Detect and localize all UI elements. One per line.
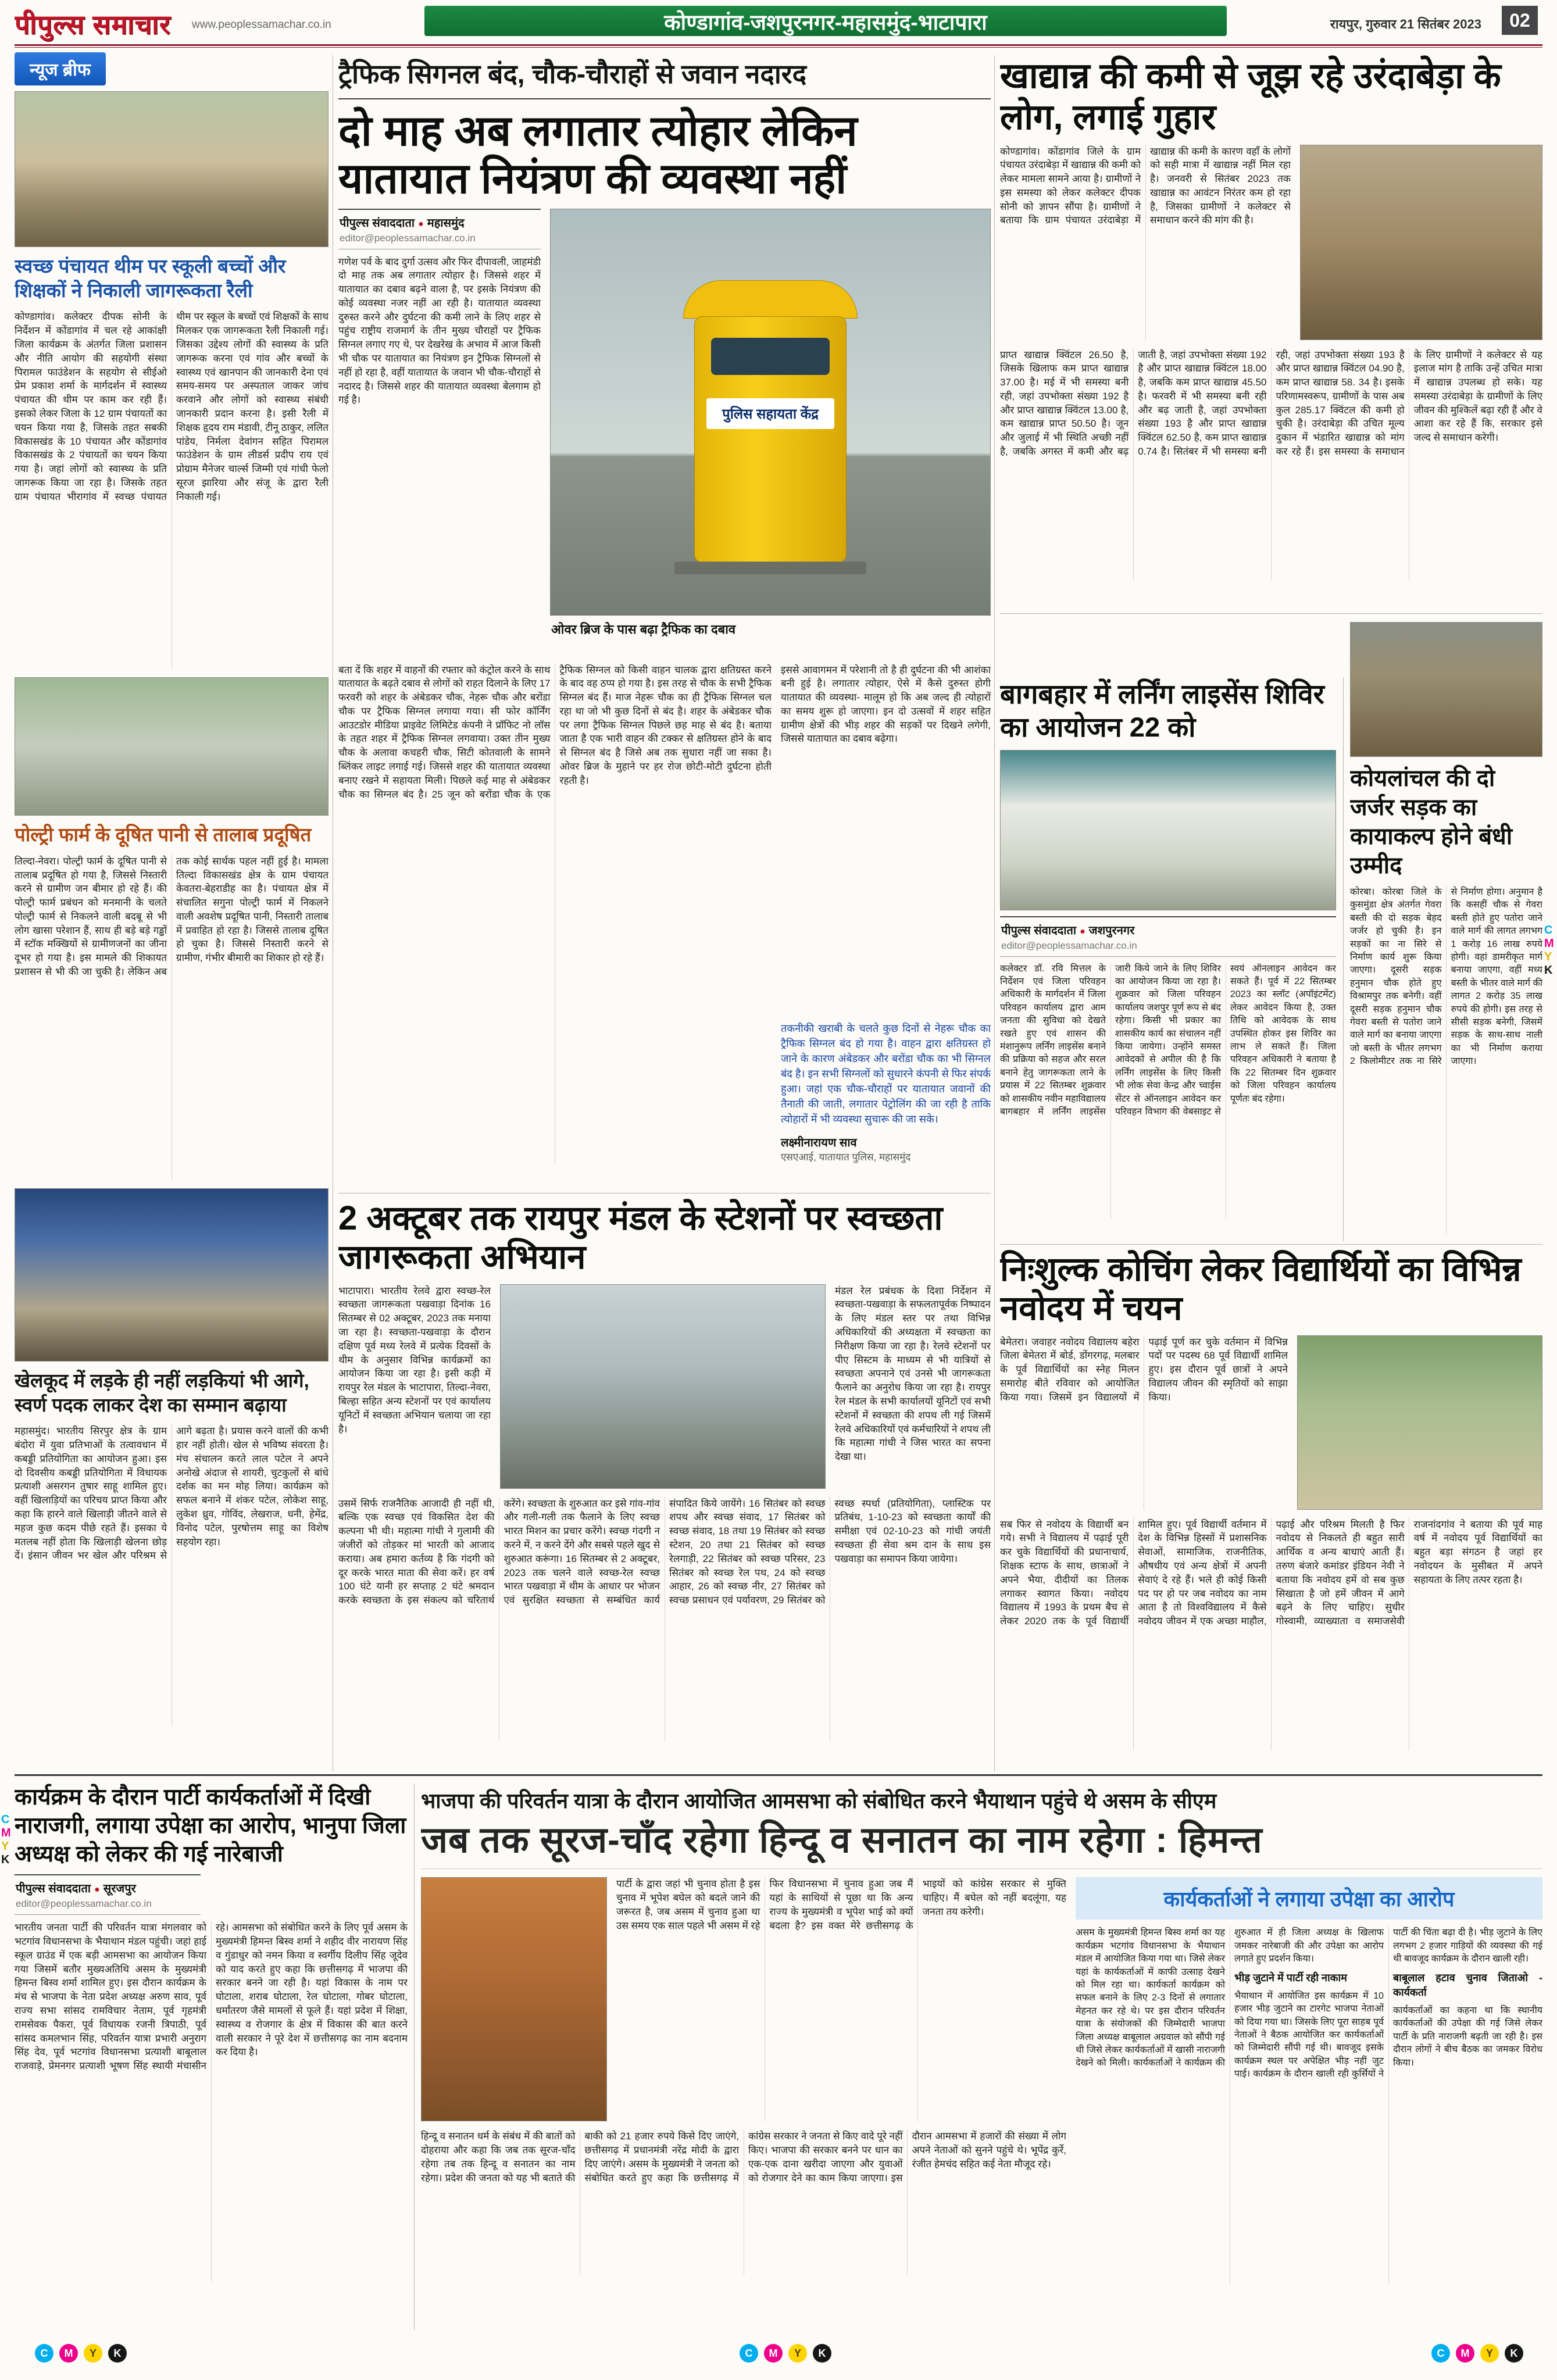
brief-headline-2: पोल्ट्री फार्म के दूषित पानी से तालाब प्रदूषित [15,824,312,846]
cyan-mark-icon: C [1431,2344,1450,2363]
cmyk-marks-left [35,2344,127,2363]
himanta-article [421,1877,1066,2284]
poultry-pond-photo [15,677,328,816]
traffic-official-quote: तकनीकी खराबी के चलते कुछ दिनों से नेहरू चौक का ट्रैफिक सिग्नल बंद हो गया है। वाहन द्वारा क्षतिग्रस्त हो जाने के कारण अंबेडकर और बरोंडा चौक का भी सिग्नल बंद है। इन सभी सिग्नलों को सुधारने कंपनी से फिर संपर्क हुआ। जहां एक चौक-चौराहों पर यातायात जवानों की तैनाती की जाती, लगातार पेट्रोलिंग की जा रही है ताकि त्योहारों में भी व्यवस्था सुचारू की जा सके। [781,1022,991,1125]
magenta-mark-icon: M [59,2344,78,2363]
yellow-letter: Y [1,1840,9,1853]
magenta-letter: M [1,1827,11,1839]
railway-body-left: भाटापारा। भारतीय रेलवे द्वारा स्वच्छ-रेल स्वच्छता जागरूकता पखवाड़ा दिनांक 16 सितम्बर से 02 अक्टूबर, 2023 तक मनाया जा रहा है। स्वच्छता-पखवाड़ा के दौरान दक्षिण पूर्व मध्य रेलवे में प्रत्येक दिवसों के थीम के अनुसार विभिन्न कार्यक्रमों का आयोजन किया जा रहा है। इसी कड़ी में रायपुर रेल मंडल के भाटापारा, तिल्दा-नेवरा, बिल्हा सहित अन्य स्टेशनों पर एवं कार्यालय यूनिटों में स्वच्छता अभियान चलाया जा रहा है। [338,1285,491,1435]
black-letter: K [1544,964,1553,977]
black-letter: K [1,1853,10,1866]
villagers-photo [1300,145,1542,340]
byline-agency: पीपुल्स संवाददाता [1001,924,1077,937]
byline-separator-icon: ● [1080,926,1085,937]
booth-dome-shape [683,280,858,319]
neglect-body [1076,1927,1542,2284]
edition-banner: कोण्डागांव-जशपुरनगर-महासमुंद-भाटापारा [424,6,1227,36]
black-mark-icon: K [813,2344,831,2363]
grain-article [1000,55,1542,609]
traffic-kicker: ट्रैफिक सिगनल बंद, चौक-चौराहों से जवान नदारद [338,55,991,99]
section-divider [1000,1244,1542,1245]
railway-article [338,1199,991,1771]
magenta-mark-icon: M [1456,2344,1474,2363]
neglect-headline: कार्यकर्ताओं ने लगाया उपेक्षा का आरोप [1076,1877,1542,1920]
quote-author-title: एसएआई, यातायात पुलिस, महासमुंद [781,1151,911,1163]
road-headline: कोयलांचल की दो जर्जर सड़क का कायाकल्प होने बंधी उम्मीद [1350,766,1513,878]
protest-article [15,1784,408,2333]
booth-base-shape [674,562,866,574]
bottom-band-rule [15,1774,1542,1776]
byline-separator-icon: ● [418,219,424,229]
traffic-note-box [781,1021,991,1163]
byline-agency: पीपुल्स संवाददाता [340,216,415,230]
neglect-box [1076,1877,1542,2284]
cmyk-edge-left [1,1814,11,1866]
police-booth-photo [550,209,991,616]
yellow-mark-icon: Y [1480,2344,1499,2363]
grain-headline: खाद्यान्न की कमी से जूझ रहे उरंदाबेड़ा के लोग, लगाई गुहार [1000,56,1501,137]
navodaya-body: सब फिर से नवोदय के विद्यार्थी बन गये। सभी ने विद्यालय में पढ़ाई पूरी कर चुके विद्यार्थियों की प्रधानाचार्य, शिक्षक स्टाफ के साथ, छात्राओं ने अपने भैया, दीदीयों का तिलक लगाकर स्वागत किया। नवोदय विद्यालय में 1993 के प्रथम बैच से लेकर 2020 तक के पूर्व विद्यार्थी शामिल हुए। पूर्व विद्यार्थी वर्तमान में देश के विभिन्न हिस्सों में प्रशासनिक सेवाओं, सामाजिक, राजनीतिक, औषधीय एवं अन्य क्षेत्रों में अपनी सेवाएं दे रहे हैं। भले ही कोई किसी पद पर हो पर जब नवोदय का नाम आता है तो विश्वविद्यालय में कैसे नवोदय जीवन में एक अच्छा माहौल, पढ़ाई और परिश्रम मिलती है फिर नवोदय से निकलते ही बहुत सारी आर्थिक व अन्य बाधाएं आती हैं। तरुण बंजारे कमांडर इंडियन नेवी ने बताया कि नवोदय हमें वो सब कुछ सिखाता है जो हमें जीवन में आगे बढ़ने के लिए चाहिए। सुधीर गोस्वामी, व्याख्याता व समाजसेवी राजनांदगांव ने बताया की पूर्व माह वर्ष में नवोदय पूर्व विद्यार्थियों का बहुत बड़ा संगठन है जहां हर नवोदयन के मुसीबत में अपने सहायता के लिए तत्पर रहता है। [1000,1518,1542,1627]
byline-agency: पीपुल्स संवाददाता [16,1882,91,1896]
byline-location: महासमुंद [427,216,465,230]
brief-headline-3: खेलकूद में लड़के ही नहीं लड़कियां भी आगे, स्वर्ण पदक लाकर देश का सम्मान बढ़ाया [15,1369,309,1416]
license-headline: बागबहार में लर्निंग लाइसेंस शिविर का आयोजन 22 को [1000,678,1324,743]
masthead-rule [15,44,1542,48]
brief-body-1: कोण्डागांव। कलेक्टर दीपक सोनी के निर्देशन में कोंडागांव में चल रहे आकांक्षी जिला कार्यक्रम के अंतर्गत जिला प्रशासन और नीति आयोग की सहयोगी संस्था पिरामल फाउंडेशन के सहयोग से सीईओ प्रेम प्रकाश शर्मा के मार्गदर्शन में स्वास्थ्य पंचायत की थीम पर काम कर रही हैं। इसको लेकर जिला के 12 ग्राम पंचायतों का चयन किया गया है, जिसके तहत सबकी विकासखंड के 10 पंचायत और कोंडागांव विकासखंड के 2 पंचायतों का चयन किया गया है। जहां लोगों को स्वास्थ्य के प्रति जागरूक किया जा रहा है। जिसके तहत ग्राम पंचायत भीरागांव में स्वच्छ पंचायत थीम पर स्कूल के बच्चों एवं शिक्षकों के साथ मिलकर एक जागरूकता रैली निकाली गई। जिसका उद्देश्य लोगों की स्वास्थ्य के प्रति जागरूक करना एवं गांव और बच्चों के स्वास्थ्य एवं खानपान की जानकारी देना एवं समय-समय पर अस्पताल जाकर जांच करवाने और लोगों को स्वास्थ्य संबंधी जानकारी प्रदान करना है। इसी रैली में शिक्षक हृदय राम मंडावी, टीनू ठाकुर, ललित पांडेय, निर्मला देवांगन सहित पिरामल फाउंडेशन के ग्राम लीडर्स प्रदीप राय एवं प्रोग्राम मैनेजर चार्ल्स जिम्मी एवं गांधी फेलो सूरज झारिया और संजू के द्वारा रैली निकाली गई। [15,311,328,502]
traffic-body-more: बता दें कि शहर में वाहनों की रफ्तार को कंट्रोल करने के साथ यातायात के बढ़ते दबाव से लोगों को राहत दिलाने के लिए 17 फरवरी को शहर के अंबेडकर चौक, नेहरू चौक और बरोंडा चौक पर ट्रैफिक सिग्नल लगाया गया। सी फोर कॉर्निंग आउटडोर मीडिया प्राइवेट लिमिटेड कंपनी ने प्रॉफिट नो लॉस के तहत शहर में ट्रैफिक सिग्नल लगवाया। उक्त तीन मुख्य चौक के अलावा कचहरी चौक, सिटी कोतवाली के सामने ब्लिंकर लाइट लगाई गई। जिससे शहर की यातायात व्यवस्था बनाए रखने में सहायता मिली। पिछले कई माह से अंबेडकर चौक का सिग्नल बंद है। 25 जून को बरोंडा चौक के एक ट्रैफिक सिग्नल को किसी वाहन चालक द्वारा क्षतिग्रस्त करने के बाद वह ठप्प हो गया है। इस तरह से चौक के सभी ट्रैफिक सिग्नल बंद हैं। माज नेहरू चौक का ही ट्रैफिक सिग्नल चल रहा था जो भी कुछ दिनों से बंद है। शहर के अंबेडकर चौक पर लगा ट्रैफिक सिग्नल पिछले छह माह से बंद है। बताया जाता है एक भारी वाहन की टक्कर से क्षतिग्रस्त होने के बाद से सिग्नल बंद है जिसे अब तक सुधारा नहीं जा सका है। ओवर ब्रिज के मुहाने पर हर रोज छोटी-मोटी दुर्घटना होती रहती है। [338,664,772,800]
himanta-region [421,1784,1542,2333]
cmyk-edge-right [1544,924,1554,977]
himanta-kicker: भाजपा की परिवर्तन यात्रा के दौरान आयोजित आमसभा को संबोधित करने भैयाथान पहुंचे थे असम के सीएम [421,1789,1217,1813]
byline-separator-icon: ● [94,1885,100,1895]
protest-body: भारतीय जनता पार्टी की परिवर्तन यात्रा मंगलवार को भटगांव विधानसभा के भैयाथान मंडल पहुंची। जहां हाई स्कूल ग्राउंड में एक बड़ी आमसभा का आयोजन किया गया जिसमें बतौर मुख्यअतिथि असम के मुख्यमंत्री हिमन्त बिस्व शर्मा शामिल हुए। इस दौरान कार्यक्रम के मंच से भाजपा के नेता प्रदेश अध्यक्ष अरुण साव, पूर्व राज्य सभा सांसद रामविचार नेताम, पूर्व गृहमंत्री रामसेवक पैकरा, पूर्व विधायक रजनी त्रिपाठी, पूर्व सांसद कमलभान सिंह, परिवर्तन यात्रा प्रभारी अनुराग सिंह देव, पूर्व भटगांव विधानसभा प्रत्याशी बाबूलाल राजवाड़े, प्रेमनगर प्रत्याशी भूषण सिंह स्थायी मंचासीन रहे। आमसभा को संबोधित करने के लिए पूर्व असम के मुख्यमंत्री हिमन्त बिस्व शर्मा ने शहीद वीर नारायण सिंह व गुंडाधुर को नमन किया व स्वर्गीय दिलीप सिंह जूदेव को याद करते हुए कहा कि छत्तीसगढ़ में भाजपा की सरकार बनने जा रही है। यहां विकास के नाम पर घोटाला, शराब घोटाला, रेल घोटाला, गोबर घोटाला, धर्मांतरण जैसे मामलों से फूले हैं। यहां प्रदेश में शिक्षा, स्वास्थ्य व रोजगार के क्षेत्र में विकास की बात करने वाली सरकार ने पूरे देश में छत्तीसगढ़ का नाम बदनाम कर दिया है। [15,1922,408,2072]
traffic-headline: दो माह अब लगातार त्योहार लेकिन यातायात नियंत्रण की व्यवस्था नहीं [338,108,858,202]
yellow-letter: Y [1544,950,1552,963]
cyan-mark-icon: C [35,2344,53,2363]
station-group-photo [500,1284,826,1489]
neglect-part-3: कार्यकर्ताओं का कहना था कि स्थानीय कार्यकर्ताओं की उपेक्षा की गई जिसे लेकर पार्टी के प्रति नाराजगी बढ़ती जा रही है। इस दौरान लोगों ने बीच बैठक का जमकर विरोध किया। [1393,2005,1542,2068]
alumni-group-photo [1297,1335,1542,1510]
booth-body-shape [694,316,847,563]
road-body: कोरबा। कोरबा जिले के कुसमुंडा क्षेत्र अंतर्गत गेवरा बस्ती की दो सड़क बेहद जर्जर हो चुकी है। इन सड़कों का ना सिरे से निर्माण कार्य शुरू किया जाएगा। दूसरी सड़क हनुमान चौक होते हुए विश्रामपुर तक बनेगी। वहीं दूसरी सड़क हनुमान चौक गेवरा बस्ती से पतोरा जाने वाले मार्ग का बनाया जाएगा जो बस्ती के भीतर लगभग 2 किलोमीटर तक ना सिरे से निर्माण होगा। अनुमान है कि कसहीं चौक से गेवरा बस्ती होते हुए पतोरा जाने वाले मार्ग की लागत लगभग 1 करोड़ 16 लाख रुपये होगी। वहां डामरीकृत मार्ग बनाया जाएगा, वहीं मध्य बस्ती के भीतर वाले मार्ग की लागत 2 करोड़ 35 लाख रुपये की होगी। इस तरह से सीसी सड़क बनेगी, जिसमें सड़क के साथ-साथ नाली का भी निर्माण कराया जाएगा। [1350,887,1542,1067]
grain-stats: प्राप्त खाद्यान्न क्विंटल 26.50 है, जिसके खिलाफ कम प्राप्त खाद्यान्न 37.00 है। मई में भी समस्या बनी रही, जहां उपभोक्ता संख्या 192 है और प्राप्त खाद्यान्न क्विंटल 13.00 है, कम खाद्यान्न प्राप्त 50.50 है। जून और जुलाई में भी स्थिति अच्छी नहीं है, जबकि अगस्त में कमी और बढ़ जाती है, जहां उपभोक्ता संख्या 192 है और प्राप्त खाद्यान्न क्विंटल 18.00 है, जबकि कम प्राप्त खाद्यान्न 45.50 है। फरवरी में भी समस्या बनी रही और बढ़ जाती है, जहां उपभोक्ता संख्या 193 है और प्राप्त खाद्यान्न क्विंटल 62.50 है, कम प्राप्त खाद्यान्न 0.74 है। सितंबर में भी समस्या बनी रही, जहां उपभोक्ता संख्या 193 है और प्राप्त खाद्यान्न क्विंटल 04.90 है, कम प्राप्त खाद्यान्न 58. 34 है। इसके परिणामस्वरूप, ग्रामीणों के पास अब कुल 285.17 क्विंटल की कमी हो चुकी है। उरंदाबेड़ा की उचित मूल्य दुकान में भंडारित खाद्यान्न को मांग कर रहे हैं। इस समस्या के समाधान के लिए ग्रामीणों ने कलेक्टर से यह इलाज मांग है ताकि उन्हें उचित मात्रा में खाद्यान्न उपलब्ध हो सके। यह समस्या उरंदाबेड़ा के ग्रामीणों के लिए जीवन की मुश्किलें बढ़ा रही हैं और वे आशा कर रहे हैं कि, सरकार इसे जल्द से समाधान करेगी। [1000,349,1542,458]
column-divider [414,1784,415,2330]
byline-email: editor@peoplessamachar.co.in [16,1898,152,1910]
traffic-intro: गणेश पर्व के बाद दुर्गा उत्सव और फिर दीपावली, जाहमंडी दो माह तक अब लगातार त्योहार है। जिससे शहर में यातायात का दबाव बढ़ने वाला है, पर इसके नियंत्रण की कोई व्यवस्था नजर नहीं आ रही है। यातायात व्यवस्था दुरुस्त करने और दुर्घटना की कमी लाने के लिए शहर से पहुंच राष्ट्रीय राजमार्ग के तीन मुख्य चौराहों पर ट्रैफिक सिग्नल लगाए गए थे, पर देखरेख के अभाव में आज किसी भी चौक पर यातायात का नियंत्रण इन ट्रैफिक सिग्नलों से नहीं हो रहा है, वहीं यातायात के जवान भी चौक-चौराहों से नदारद है। जिससे शहर की यातायात व्यवस्था बेलगाम हो गई है। [338,256,541,406]
protest-byline [15,1874,201,1915]
neglect-part-2: भैयाथान में आयोजित इस कार्यक्रम में 10 हजार भीड़ जुटाने का टारगेट भाजपा नेताओं को दिया गया था। जिसके लिए पूरा साहब पूर्व नेताओं ने बैठक आयोजित कर कार्यकर्ताओं को जिम्मेदारी सौंपी गई थी। बावजूद इसके कार्यक्रम स्थल पर अपेक्षित भीड़ नहीं जुट पाई। कार्यक्रम के दौरान खाली रही कुर्सियों ने पार्टी की चिंता बढ़ा दी है। भीड़ जुटाने के लिए लगभग 2 हजार गाड़ियों की व्यवस्था की गई थी बावजूद कार्यक्रम के दौरान खाली रही। [1234,1928,1542,2079]
grain-lead: कोण्डागांव। कोंडागांव जिले के ग्राम पंचायत उरंदाबेड़ा में खाद्यान्न की कमी को लेकर मामला सामने आया है। ग्रामीणों ने इस समस्या को लेकर कलेक्टर दीपक सोनी को ज्ञापन सौंपा है। ग्रामीणों ने बताया कि ग्राम पंचायत उरंदाबेड़ा में खाद्यान्न की कमी के कारण वहाँ के लोगों को सही मात्रा में खाद्यान्न नहीं मिल रहा है। जनवरी से सितंबर 2023 तक खाद्यान्न का आवंटन निरंतर कम हो रहा है, जिसका ग्रामीणों ने कलेक्टर से समाधान करने की मांग की है। [1000,145,1291,226]
traffic-body-side: इससे आवागमन में परेशानी तो है ही दुर्घटना की भी आशंका बनी हुई है। लगातार त्योहार, ऐसे में कैसे दुरुस्त होगी यातायात की व्यवस्था- मालूम हो कि अब जल्द ही त्योहारों का समय शुरू हो जाएगा। इन दो उत्सवों में शहर सहित ग्रामीण क्षेत्रों की भीड़ शहर की सड़कों पर दिखने लगेगी, जिससे यातायात का दबाव बढ़ेगा। [781,664,991,745]
dateline: रायपुर, गुरुवार 21 सितंबर 2023 [1330,17,1481,31]
cyan-letter: C [1544,924,1553,937]
byline-location: सूरजपुर [103,1882,136,1896]
road-article [1350,622,1542,1241]
license-byline [1000,916,1336,957]
byline-email: editor@peoplessamachar.co.in [340,232,476,244]
newspaper-logo: पीपुल्स समाचार [15,9,171,40]
traffic-photo-caption: ओवर ब्रिज के पास बढ़ा ट्रैफिक का दबाव [551,621,736,637]
cyan-mark-icon: C [740,2344,758,2363]
byline-email: editor@peoplessamachar.co.in [1001,939,1137,951]
brief-headline-1: स्वच्छ पंचायत थीम पर स्कूली बच्चों और शिक्षकों ने निकाली जागरूकता रैली [15,255,286,302]
traffic-byline [338,209,541,249]
column-divider [1343,677,1344,1241]
license-article [1000,677,1336,1241]
himanta-headline: जब तक सूरज-चाँद रहेगा हिन्दू व सनातन का नाम रहेगा : हिमन्त [421,1820,1542,1869]
traffic-article [338,55,991,1189]
rally-photo [15,91,328,247]
license-camp-photo [1000,750,1336,910]
column-divider [994,55,995,1771]
cmyk-marks-center [740,2344,831,2363]
navodaya-article [1000,1250,1542,1771]
black-mark-icon: K [1505,2344,1523,2363]
neglect-subhead-2: बाबूलाल हटाव चुनाव जिताओ - कार्यकर्ता [1393,1971,1542,1998]
website-url: www.peoplessamachar.co.in [192,19,331,31]
brief-body-3: महासमुंद। भारतीय सिरपुर क्षेत्र के ग्राम बंदोरा में युवा प्रतिभाओं के तत्वावधान में कबड्डी प्रतियोगिता का आयोजन हुआ। इस दो दिवसीय कबड्डी प्रतियोगिता में विधायक प्रत्याशी असरगन तुषार साहू शामिल हुए। वहीं खिलाड़ियों का परिचय प्राप्त किया और कहा कि हारने वाले खिलाड़ी जीतने वाले से महज कुछ कदम पीछे रहते हैं। इसका ये मतलब नहीं होता कि खिलाड़ी खेलना छोड़ दें। इंसान जीवन भर खेल और परिश्रम से आगे बढ़ता है। प्रयास करने वालों की कभी हार नहीं होती। खेल से भविष्य संवरता है। मंच संचालन करते लाल पटेल ने अपने अनोखे अंदाज से शायरी, चुटकुलों से बांधे दर्शक का मन मोह लिया। कार्यक्रम को सफल बनाने में शंकर पटेल, लोकेश साहू, लुकेश ध्रुव, गोविंद, लेखराज, धनी, हेमेंद्र, विनोद पटेल, पुरषोत्तम साहू का विशेष सहयोग रहा। [15,1425,328,1561]
magenta-letter: M [1544,937,1554,950]
cmyk-marks-right [1431,2344,1523,2363]
masthead [15,5,1542,43]
crowd-flags-photo [421,1877,607,2121]
page-number: 02 [1502,6,1538,35]
brief-body-2: तिल्दा-नेवरा। पोल्ट्री फार्म के दूषित पानी से तालाब प्रदूषित हो गया है, जिससे निस्तारी करने से ग्रामीण जन बीमार हो रहे हैं। की पोल्ट्री फार्म प्रबंधन को मनमानी के चलते पोल्ट्री फार्म से निकलने वाली बदबू से भी लोग खासा परेशान हैं, साथ ही बड़े बड़े गड्ढों में स्टॉक मक्खियों से ग्रामीणजनों का जीना दूभर हो गया है। इस मामले की शिकायत प्रशासन से भी की जा चुकी है। लेकिन अब तक कोई सार्थक पहल नहीं हुई है। मामला तिल्दा विकासखंड क्षेत्र के ग्राम पंचायत केवतरा-बेहराडीह का है। पंचायत क्षेत्र में संचालित सगुना पोल्ट्री फार्म में निकलने वाली अवशेष प्रदूषित पानी, निस्तारी तालाब में प्रवाहित हो रहा है। जिससे तालाब दूषित हो चुका है। जिससे निस्तारी करने से ग्रामीण, गंभीर बीमारी का शिकार हो रहे हैं। [15,855,328,978]
news-brief-label: न्यूज ब्रीफ [15,52,106,85]
damaged-road-photo [1350,622,1542,757]
news-brief-column [15,52,328,1772]
yellow-mark-icon: Y [788,2344,807,2363]
booth-signboard: पुलिस सहायता केंद्र [706,398,834,429]
quote-author: लक्ष्मीनारायण साव [781,1136,857,1149]
protest-headline: कार्यक्रम के दौरान पार्टी कार्यकर्ताओं में दिखी नाराजगी, लगाया उपेक्षा का आरोप, भानुपा जिला अध्यक्ष को लेकर की गई नारेबाजी [15,1785,406,1867]
section-divider [1000,613,1542,614]
neglect-subhead-1: भीड़ जुटाने में पार्टी रही नाकाम [1234,1971,1347,1984]
yellow-mark-icon: Y [84,2344,102,2363]
navodaya-headline: निःशुल्क कोचिंग लेकर विद्यार्थियों का विभिन्न नवोदय में चयन [1000,1250,1522,1328]
sports-event-photo [15,1188,328,1361]
black-mark-icon: K [108,2344,127,2363]
himanta-body-1: पार्टी के द्वारा जहां भी चुनाव होता है इस चुनाव में भूपेश बघेल को बदले जाने की जरूरत है, जब असम में चुनाव हुआ था उस समय एक साल पहले भी असम में रहे फिर विधानसभा में चुनाव हुआ जब मैं यहां के साथियों से पूछा था कि अन्य राज्य के मुख्यमंत्री व भूपेश भाई को क्यों बदला है? इस वक्त मेरे छत्तीसगढ़ के भाइयों को कांग्रेस सरकार से मुक्ति चाहिए। मैं बघेल को नहीं बदलूंगा, यह जनता तय करेगी। [616,1878,1066,1931]
navodaya-lead: बेमेतरा। जवाहर नवोदय विद्यालय बहेरा जिला बेमेतरा में बोर्ड, डोंगरगढ़, मलबार के पूर्व विद्यार्थियों का स्नेह मिलन समारोह बीते रविवार को आयोजित किया गया। जिसमें इन विद्यालयों में पढ़ाई पूर्ण कर चुके वर्तमान में विभिन्न पदों पर पदस्थ 68 पूर्व विद्यार्थी शामिल हुए। इस दौरान पूर्व छात्रों ने अपने विद्यालय जीवन की स्मृतियों को साझा किया। [1000,1336,1288,1403]
himanta-body-2: हिन्दू व सनातन धर्म के संबंध में की बातों को दोहराया और कहा कि जब तक सूरज-चाँद रहेगा तब तक हिन्दू व सनातन का नाम रहेगा। प्रदेश की जनता को यह भी बताते की बाकी को 21 हजार रुपये किसे दिए जाएंगे, छत्तीसगढ़ में प्रधानमंत्री नरेंद्र मोदी के द्वारा दिए जाएंगे। असम के मुख्यमंत्री ने जनता को संबोधित करते हुए कहा कि छत्तीसगढ़ में कांग्रेस सरकार ने जनता से किए वादे पूरे नहीं किए। भाजपा की सरकार बनने पर धान का एक-एक दाना खरीदा जाएगा और युवाओं को रोजगार देने का काम किया जाएगा। इस दौरान आमसभा में हजारों की संख्या में लोग अपने नेताओं को सुनने पहुंचे थे। भूपेंद्र कुर्रे, रंजीत हेमचंद सहित कई नेता मौजूद रहे। [421,2131,1066,2184]
license-body: कलेक्टर डॉ. रवि मित्तल के निर्देशन एवं जिला परिवहन अधिकारी के मार्गदर्शन में जिला परिवहन कार्यालय द्वारा आम जनता की सुविधा को देखते रखते हुए एवं शासन की मंशानुरूप लर्निंग लाइसेंस बनाने की प्रक्रिया को सहज और सरल बनाने हेतु जागरूकता लाने के प्रयास में 22 सितम्बर शुक्रवार को शासकीय नवीन महाविद्यालय बागबहार में लर्निंग लाइसेंस जारी किये जाने के लिए शिविर का आयोजन किया जा रहा है। शुक्रवार को जिला परिवहन कार्यालय जशपुर पूर्ण रूप से बंद रहेगा। किसी भी प्रकार का शासकीय कार्य का संचालन नहीं किया जायेगा। उन्होंने समस्त आवेदकों से अपील की है कि लर्निंग लाइसेंस के लिए किसी भी लोक सेवा केन्द्र और च्वाईस सेंटर से ऑनलाइन आवेदन कर परिवहन विभाग की वेबसाइट से स्वयं ऑनलाइन आवेदन कर सकते हैं। पूर्व में 22 सितम्बर 2023 का स्लॉट (अपॉइंटमेंट) लेकर आवेदन किया है, उक्त तिथि को आवेदक के साथ उपस्थित होकर इस शिविर का लाभ ले सकते हैं। जिला परिवहन अधिकारी ने बताया है कि 22 सितम्बर दिन शुक्रवार को जिला परिवहन कार्यालय पूर्णतः बंद रहेगा। [1000,963,1336,1117]
byline-location: जशपुरनगर [1088,924,1135,937]
magenta-mark-icon: M [764,2344,783,2363]
booth-window-shape [711,338,830,375]
railway-headline: 2 अक्टूबर तक रायपुर मंडल के स्टेशनों पर स्वच्छता जागरूकता अभियान [338,1199,943,1277]
railway-body-bottom: उसमें सिर्फ राजनैतिक आजादी ही नहीं थी, बल्कि एक स्वच्छ एवं विकसित देश की कल्पना भी थी। महात्मा गांधी ने गुलामी की जंजीरों को तोड़कर मां भारती को आजाद कराया। अब हमारा कर्तव्य है कि गंदगी को दूर करके भारत माता की सेवा करें। हर वर्ष 100 घंटे यानी हर सप्ताह 2 घंटे श्रमदान करके स्वच्छता के इस संकल्प को चरितार्थ करेंगे। स्वच्छता के शुरुआत कर इसे गांव-गांव और गली-गली तक फैलाने के लिए स्वच्छ भारत मिशन का प्रचार करेंगे। स्वच्छ गंदगी न करने में, न करने देंगे और सबसे पहले खुद से शुरुआत करूंगा। 16 सितम्बर से 2 अक्टूबर, 2023 तक चलने वाले स्वच्छ-रेल स्वच्छ भारत पखवाड़ा में थीम के आधार पर भोजन एवं सुरक्षित स्वच्छता से सम्बंधित कार्य संपादित किये जायेंगे। 16 सितंबर को स्वच्छ शपथ और स्वच्छ संवाद, 17 सितंबर को स्वच्छ संवाद, 18 तथा 19 सितंबर को स्वच्छ स्टेशन, 20 तथा 21 सितंबर को स्वच्छ रेलगाड़ी, 22 सितंबर को स्वच्छ परिसर, 23 सितंबर को स्वच्छ रेल पथ, 24 को स्वच्छ आहार, 26 को स्वच्छ नीर, 27 सितंबर को स्वच्छ प्रसाधन एवं पर्यावरण, 29 सितंबर को स्वच्छ स्पर्धा (प्रतियोगिता), प्लास्टिक पर प्रतिबंध, 1-10-23 को स्वच्छता कार्यों की समीक्षा एवं 02-10-23 को गांधी जयंती स्वच्छता ही सेवा श्रम दान के साथ इस पखवाड़ा का समापन किया जायेगा। [338,1498,991,1606]
neglect-part-1: असम के मुख्यमंत्री हिमन्त बिस्व शर्मा का यह कार्यक्रम भटगांव विधानसभा के भैयाथान मंडल में आयोजित किया गया था। जिसे लेकर यहां के कार्यकर्ताओं में काफी उत्साह देखने को मिल रहा था। कार्यकर्ता कार्यक्रम को सफल बनाने के लिए 2-3 दिनों से लगातार मेहनत कर रहे थे। पर इस दौरान परिवर्तन यात्रा के संयोजकों की जिम्मेदारी भाजपा जिला अध्यक्ष बाबूलाल अग्रवाल को सौंपी गई थी जिसे लेकर कार्यकर्ताओं में खासी नाराजगी देखने को मिली। कार्यकर्ताओं ने कार्यक्रम की शुरुआत में ही जिला अध्यक्ष के खिलाफ जमकर नारेबाजी की और उपेक्षा का आरोप लगाते हुए प्रदर्शन किया। [1076,1928,1384,2068]
railway-body-right: मंडल रेल प्रबंधक के दिशा निर्देशन में स्वच्छता-पखवाड़ा के सफलतापूर्वक निष्पादन के लिए मंडल स्तर पर तथा विभिन्न अधिकारियों की अध्यक्षता में स्वच्छता का निरीक्षण किया जा रहा है। रेलवे स्टेशनों पर पीए सिस्टम के माध्यम से भी यात्रियों से स्वच्छता अपनाने एवं उनसे भी जागरूकता फैलाने का अनुरोध किया जा रहा है। रायपुर रेल मंडल के सभी कार्यालयों यूनिटों एवं सभी स्टेशनों में स्वच्छता की शपथ ली गई जिसमें रेलवे अधिकारियों एवं कर्मचारियों ने शपथ ली कि महात्मा गांधी ने जिस भारत का सपना देखा था। [835,1285,991,1463]
cyan-letter: C [1,1813,10,1826]
